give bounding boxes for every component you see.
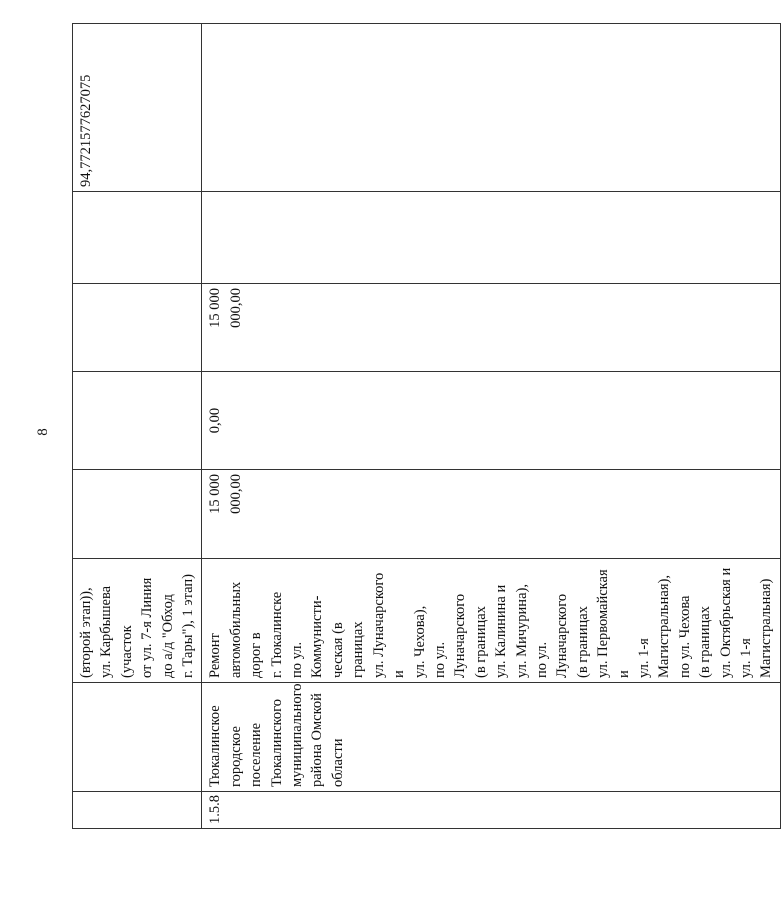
cell-empty <box>73 192 202 284</box>
table-row <box>202 24 780 829</box>
cell-municipality: Тюкалинское городское поселение Тюкалинского муниципального района Омской области <box>202 683 780 792</box>
continued-row <box>73 24 202 829</box>
cell-percent <box>202 24 780 192</box>
cell-amount <box>73 284 202 372</box>
cell-total <box>73 470 202 559</box>
cell-empty <box>202 192 780 284</box>
rotated-table-container <box>72 24 775 829</box>
cell-number: 1.5.8 <box>202 792 780 829</box>
funding-table <box>72 23 781 829</box>
cell-amount: 15 000 000,00 <box>202 284 780 372</box>
cell-zero <box>73 372 202 470</box>
cell-number <box>73 792 202 829</box>
page-number: 8 <box>35 428 51 436</box>
cell-municipality <box>73 683 202 792</box>
cell-percent: 94,7721577627075 <box>73 24 202 192</box>
cell-zero: 0,00 <box>202 372 780 470</box>
cell-object: Ремонт автомобильных дорог в г. Тюкалинске по ул. Коммунисти- ческая (в границах ул. Луначарского и ул. Чехова), по ул. Луначарского (в границах ул. Калинина и ул. Мичурина), по ул. Луначарского (в границах ул. Первомайская и ул. 1-я Магистральная), по ул. Чехова (в границах ул. Октябрьская и ул. 1-я Магистральная) <box>202 559 780 683</box>
cell-object: (второй этап)), ул. Карбышева (участок от ул. 7-я Линия до а/д "Обход г. Тары"), 1 этап) <box>73 559 202 683</box>
cell-total: 15 000 000,00 <box>202 470 780 559</box>
